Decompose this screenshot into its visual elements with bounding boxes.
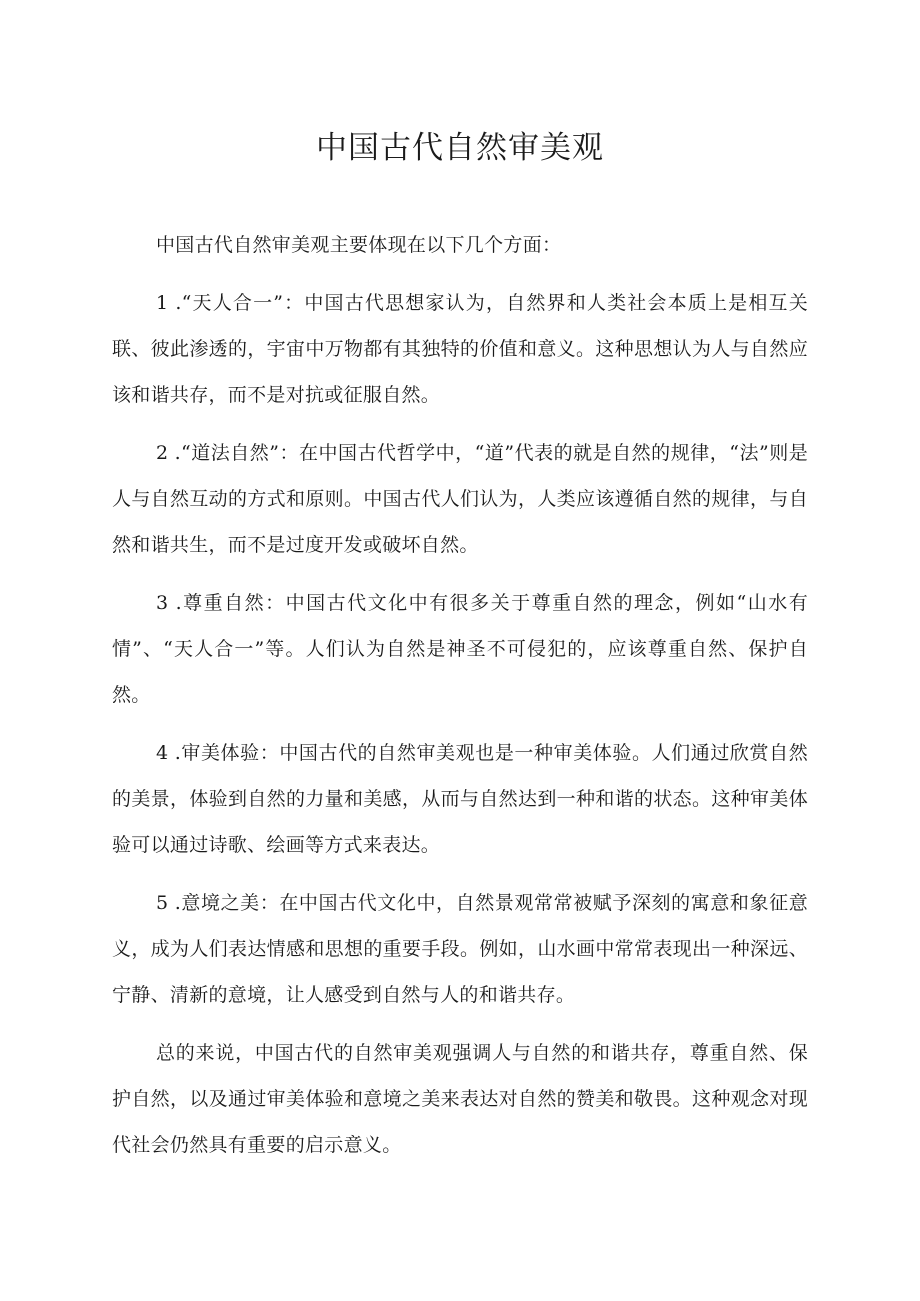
document-body [112, 222, 808, 1180]
point-paragraph-2 [112, 430, 808, 568]
point-number: 5 [156, 892, 169, 914]
point-text: .“天人合一”：中国古代思想家认为，自然界和人类社会本质上是相互关联、彼此渗透的，宇宙中万物都有其独特的价值和意义。这种思想认为人与自然应该和谐共存，而不是对抗或征服自然。 [112, 292, 809, 406]
point-text: .“道法自然”：在中国古代哲学中，“道”代表的就是自然的规律，“法”则是人与自然互动的方式和原则。中国古代人们认为，人类应该遵循自然的规律，与自然和谐共生，而不是过度开发或破坏自然。 [112, 442, 809, 556]
point-paragraph-5 [112, 880, 808, 1018]
point-text: .意境之美：在中国古代文化中，自然景观常常被赋予深刻的寓意和象征意义，成为人们表达情感和思想的重要手段。例如，山水画中常常表现出一种深远、宁静、清新的意境，让人感受到自然与人的和谐共存。 [112, 892, 808, 1006]
intro-paragraph: 中国古代自然审美观主要体现在以下几个方面： [156, 234, 562, 256]
point-paragraph-1 [112, 280, 808, 418]
point-number: 1 [156, 292, 169, 314]
point-text: .审美体验：中国古代的自然审美观也是一种审美体验。人们通过欣赏自然的美景，体验到自然的力量和美感，从而与自然达到一种和谐的状态。这种审美体验可以通过诗歌、绘画等方式来表达。 [112, 742, 808, 856]
document-title: 中国古代自然审美观 [316, 130, 604, 166]
conclusion-paragraph: 总的来说，中国古代的自然审美观强调人与自然的和谐共存，尊重自然、保护自然，以及通过审美体验和意境之美来表达对自然的赞美和敬畏。这种观念对现代社会仍然具有重要的启示意义。 [112, 1042, 808, 1156]
point-paragraph-4 [112, 730, 808, 868]
point-text: .尊重自然：中国古代文化中有很多关于尊重自然的理念，例如“山水有情”、“天人合一”等。人们认为自然是神圣不可侵犯的，应该尊重自然、保护自然。 [112, 592, 809, 706]
point-number: 3 [156, 592, 169, 614]
point-paragraph-3 [112, 580, 808, 718]
point-number: 4 [156, 742, 169, 764]
point-number: 2 [156, 442, 169, 464]
